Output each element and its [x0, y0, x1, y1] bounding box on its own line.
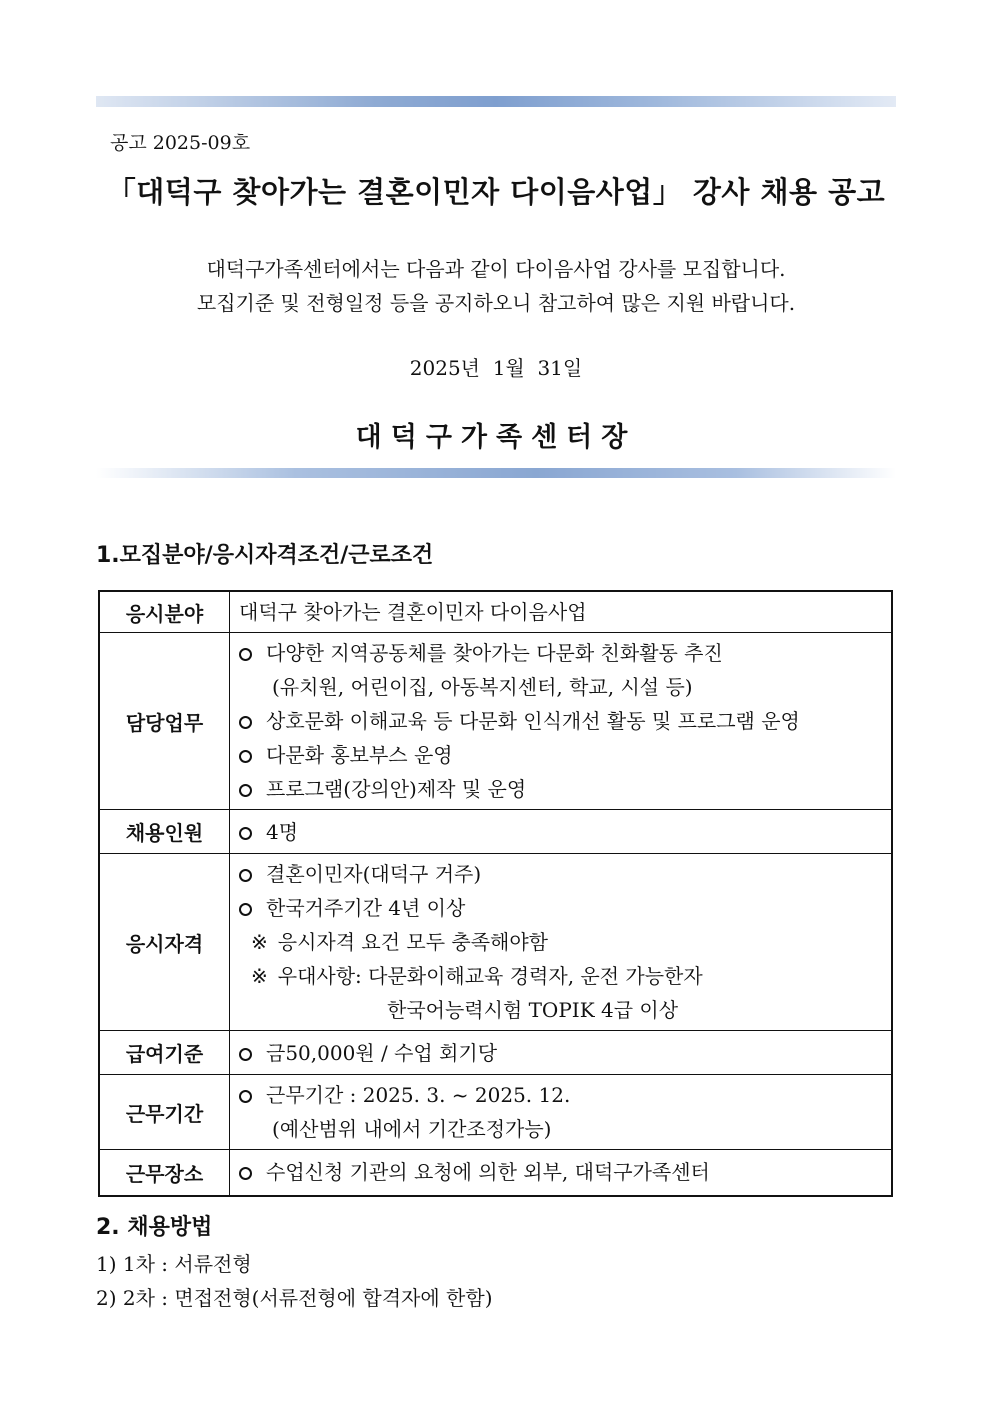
label-pay: 급여기준 — [99, 1031, 230, 1075]
label-duties: 담당업무 — [99, 633, 230, 810]
qualification-note-1-text: 응시자격 요건 모두 충족해야함 — [277, 930, 548, 954]
table-row-qualification — [99, 854, 892, 1031]
table-row-field — [99, 591, 892, 633]
top-decorative-bar — [96, 96, 896, 107]
recruitment-table — [98, 590, 893, 1197]
label-field: 응시분야 — [99, 591, 230, 633]
period-text: 근무기간 : 2025. 3. ~ 2025. 12. — [266, 1083, 571, 1107]
circle-bullet-icon — [239, 648, 252, 661]
headcount-item — [239, 815, 883, 849]
pay-item — [239, 1036, 883, 1070]
duty-item-3-text: 다문화 홍보부스 운영 — [266, 743, 453, 767]
table-row-location — [99, 1150, 892, 1196]
circle-bullet-icon — [239, 716, 252, 729]
table-row-duties — [99, 633, 892, 810]
section2-heading: 2. 채용방법 — [96, 1215, 213, 1240]
notice-number: 공고 2025-09호 — [110, 132, 251, 154]
field-text: 대덕구 찾아가는 결혼이민자 다이음사업 — [239, 600, 587, 624]
circle-bullet-icon — [239, 903, 252, 916]
duty-item-1-text: 다양한 지역공동체를 찾아가는 다문화 친화활동 추진 — [266, 641, 723, 665]
circle-bullet-icon — [239, 1167, 252, 1180]
location-text: 수업신청 기관의 요청에 의한 외부, 대덕구가족센터 — [266, 1160, 710, 1185]
location-value — [230, 1150, 893, 1196]
label-location: 근무장소 — [99, 1150, 230, 1196]
headcount-text: 4명 — [266, 819, 299, 844]
qualification-item-1 — [239, 857, 883, 891]
section1-heading: 1.모집분야/응시자격조건/근로조건 — [96, 543, 434, 568]
pay-value — [230, 1031, 893, 1075]
qualification-note-2-text: 우대사항: 다문화이해교육 경력자, 운전 가능한자 — [277, 964, 703, 988]
table-row-headcount — [99, 810, 892, 854]
qualification-note-2-sub: 한국어능력시험 TOPIK 4급 이상 — [387, 998, 679, 1022]
duty-item-4 — [239, 772, 883, 806]
duty-item-1-sub: (유치원, 어린이집, 아동복지센터, 학교, 시설 등) — [272, 675, 693, 699]
qualification-value — [230, 854, 893, 1031]
duties-value — [230, 633, 893, 810]
hiring-step-1: 1) 1차 : 서류전형 — [96, 1252, 252, 1276]
reference-mark-icon: ※ — [251, 964, 268, 988]
duty-item-2-text: 상호문화 이해교육 등 다문화 인식개선 활동 및 프로그램 운영 — [266, 709, 800, 733]
circle-bullet-icon — [239, 750, 252, 763]
label-headcount: 채용인원 — [99, 810, 230, 854]
table-row-pay — [99, 1031, 892, 1075]
field-value — [230, 591, 893, 633]
qualification-note-1 — [239, 925, 883, 959]
page-title: 「대덕구 찾아가는 결혼이민자 다이음사업」 강사 채용 공고 — [106, 175, 886, 209]
qualification-item-1-text: 결혼이민자(대덕구 거주) — [266, 862, 482, 886]
qualification-item-2 — [239, 891, 883, 925]
duty-item-4-text: 프로그램(강의안)제작 및 운영 — [266, 777, 527, 801]
intro-line-2: 모집기준 및 전형일정 등을 공지하오니 참고하여 많은 지원 바랍니다. — [196, 291, 796, 315]
organization-signature: 대덕구가족센터장 — [355, 422, 637, 453]
reference-mark-icon: ※ — [251, 930, 268, 954]
qualification-item-2-text: 한국거주기간 4년 이상 — [266, 896, 466, 920]
location-item — [239, 1155, 883, 1189]
duty-item-1 — [239, 636, 883, 670]
pay-text: 금50,000원 / 수업 회기당 — [266, 1040, 498, 1065]
circle-bullet-icon — [239, 869, 252, 882]
circle-bullet-icon — [239, 827, 252, 840]
circle-bullet-icon — [239, 784, 252, 797]
label-period: 근무기간 — [99, 1075, 230, 1150]
circle-bullet-icon — [239, 1090, 252, 1103]
period-value — [230, 1075, 893, 1150]
headcount-value — [230, 810, 893, 854]
middle-decorative-bar — [96, 468, 896, 478]
duty-item-2 — [239, 704, 883, 738]
duty-item-3 — [239, 738, 883, 772]
period-sub: (예산범위 내에서 기간조정가능) — [272, 1117, 552, 1141]
intro-line-1: 대덕구가족센터에서는 다음과 같이 다이음사업 강사를 모집합니다. — [206, 257, 786, 281]
period-item — [239, 1078, 883, 1112]
qualification-note-2 — [239, 959, 883, 993]
hiring-step-2: 2) 2차 : 면접전형(서류전형에 합격자에 한함) — [96, 1286, 493, 1310]
notice-date: 2025년 1월 31일 — [409, 356, 583, 380]
circle-bullet-icon — [239, 1048, 252, 1061]
table-row-period — [99, 1075, 892, 1150]
label-qualification: 응시자격 — [99, 854, 230, 1031]
